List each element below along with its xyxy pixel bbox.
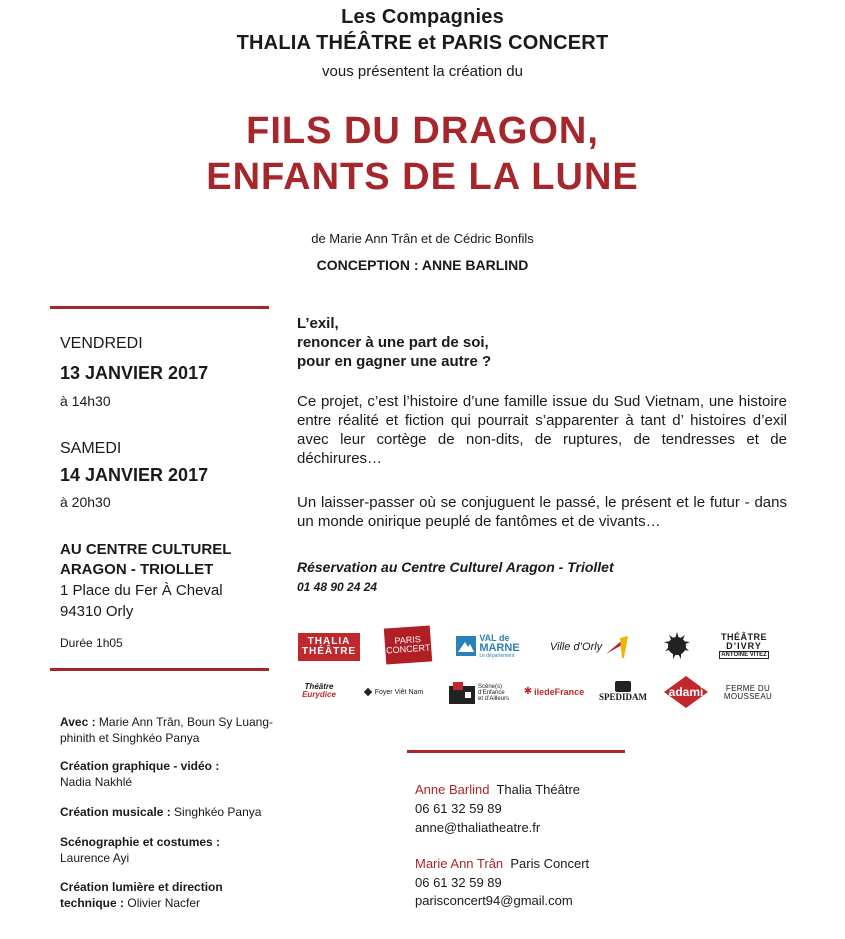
- authors-line: de Marie Ann Trân et de Cédric Bonfils: [311, 231, 534, 246]
- credit-music-label: Création musicale :: [60, 805, 171, 819]
- thalia-theatre-logo: [298, 633, 360, 661]
- theatre-ivry-line-1: THÉÂTRE: [721, 632, 767, 642]
- paris-concert-line-1: PARIS: [394, 634, 422, 646]
- ville-orly-swoosh-icon: [602, 634, 632, 660]
- eurydice-line-2: Eurydice: [302, 690, 336, 699]
- paragraph-1: Ce projet, c’est l’histoire d’une famille issue du Sud Vietnam, une histoire entre réalité et fiction qui pourrait s’apparenter à tant d’ histoires d’exil avec leur cortège de non-dits, de ruptures, de tendresses et de déchirures…: [297, 393, 787, 467]
- performance-1-date: 13 JANVIER 2017: [60, 363, 209, 383]
- paris-concert-line-2: CONCERT: [385, 642, 431, 656]
- ferme-mousseau-logo: [722, 682, 774, 704]
- tagline-line-3: pour en gagner une autre ?: [297, 353, 492, 370]
- scenes-enfance-logo: [446, 678, 512, 708]
- val-de-marne-line-1: VAL de: [479, 632, 510, 643]
- tagline: [297, 314, 491, 371]
- iledefrance-text: iledeFrance: [534, 686, 585, 697]
- venue-address-2: 94310 Orly: [60, 603, 134, 620]
- title-line-2: ENFANTS DE LA LUNE: [206, 156, 639, 198]
- contact-2-phone: 06 61 32 59 89: [415, 875, 502, 890]
- contacts-divider: [407, 750, 625, 753]
- tagline-line-2: renoncer à une part de soi,: [297, 334, 489, 351]
- thalia-logo-line-1: THALIA: [307, 636, 351, 647]
- credit-scenography-label: Scénographie et costumes :: [60, 835, 221, 849]
- credit-lighting: [60, 879, 290, 911]
- credit-music-value: Singhkéo Panya: [174, 805, 262, 819]
- performance-2-day: SAMEDI: [60, 440, 122, 457]
- theatre-eurydice-logo: [298, 680, 340, 702]
- contact-1-phone: 06 61 32 59 89: [415, 801, 502, 816]
- adami-text: adami: [668, 685, 704, 699]
- contact-1-heading: [415, 782, 580, 797]
- left-bottom-divider: [50, 668, 269, 671]
- spedidam-mark-icon: [615, 681, 631, 692]
- contact-2-company: Paris Concert: [510, 856, 590, 871]
- tagline-line-1: L’exil,: [297, 315, 339, 332]
- presenter-line-2: THALIA THÉÂTRE et PARIS CONCERT: [236, 32, 609, 54]
- credit-cast-label: Avec :: [60, 715, 96, 729]
- val-de-marne-line-3: Le département: [479, 652, 515, 659]
- theatre-ivry-line-2: D’IVRY: [726, 641, 762, 651]
- performance-2-date: 14 JANVIER 2017: [60, 465, 209, 485]
- paragraph-2: Un laisser-passer où se conjuguent le passé, le présent et le futur - dans un monde onirique peuplé de fantômes et de vivants…: [297, 494, 787, 530]
- spedidam-text: SPEDIDAM: [598, 691, 647, 702]
- adami-logo: [660, 674, 712, 710]
- ferme-mousseau-line-2: MOUSSEAU: [723, 692, 773, 701]
- performance-2-time: à 20h30: [60, 494, 111, 510]
- contact-2-email[interactable]: parisconcert94@gmail.com: [415, 893, 573, 908]
- credit-lighting-value: Olivier Nacfer: [127, 896, 201, 910]
- scenes-enfance-mark-icon: [449, 680, 475, 706]
- theatre-ivry-logo: [716, 630, 772, 662]
- presenter-line-1: Les Compagnies: [341, 6, 504, 28]
- paris-concert-logo: [384, 625, 432, 664]
- scenes-enfance-line-2: d’Enfance: [477, 690, 505, 696]
- credit-cast-value-1: Marie Ann Trân, Boun Sy Luang-: [98, 715, 274, 729]
- contact-1-name: Anne Barlind: [415, 782, 490, 797]
- contact-2-heading: [415, 856, 589, 871]
- ville-orly-text: Ville d’Orly: [549, 640, 603, 653]
- dragon-emblem-logo: [662, 630, 692, 662]
- val-de-marne-line-2: MARNE: [479, 641, 520, 654]
- performance-1-day: VENDREDI: [60, 335, 143, 352]
- val-de-marne-logo: [456, 630, 520, 662]
- venue-line-1: AU CENTRE CULTUREL: [60, 541, 232, 558]
- credit-graphics-label: Création graphique - vidéo :: [60, 759, 220, 773]
- left-top-divider: [50, 306, 269, 309]
- iledefrance-star-icon: ✱: [523, 686, 533, 697]
- scenes-enfance-line-3: et d’Ailleurs: [477, 696, 509, 702]
- venue-line-2: ARAGON - TRIOLLET: [60, 561, 214, 578]
- contact-1-company: Thalia Théâtre: [496, 782, 581, 797]
- contact-1-email[interactable]: anne@thaliatheatre.fr: [415, 820, 541, 835]
- presenter-line-3: vous présentent la création du: [322, 63, 523, 80]
- foyer-diamond-icon: [364, 688, 372, 696]
- credit-graphics: [60, 758, 290, 790]
- duration: Durée 1h05: [60, 636, 123, 650]
- eurydice-line-1: Théâtre: [304, 682, 334, 691]
- theatre-ivry-line-3: ANTOINE VITEZ: [721, 652, 767, 658]
- performance-1-time: à 14h30: [60, 393, 111, 409]
- thalia-logo-line-2: THÉÂTRE: [301, 646, 357, 657]
- venue-address-1: 1 Place du Fer À Cheval: [60, 582, 223, 599]
- credit-scenography-value: Laurence Ayi: [60, 851, 130, 865]
- dragon-emblem-icon: [663, 631, 691, 661]
- foyer-viet-nam-text: Foyer Viêt Nam: [374, 688, 424, 696]
- credit-graphics-value: Nadia Nakhlé: [60, 775, 133, 789]
- credit-cast: [60, 714, 290, 746]
- credit-lighting-label: Création lumière et direction: [60, 880, 223, 894]
- ferme-mousseau-line-1: FERME DU: [725, 684, 771, 693]
- spedidam-logo: [594, 676, 652, 706]
- credit-cast-value-2: phinith et Singhkéo Panya: [60, 731, 200, 745]
- credit-lighting-label-2: technique :: [60, 896, 125, 910]
- contact-2-name: Marie Ann Trân: [415, 856, 504, 871]
- credit-music: [60, 804, 290, 820]
- reservation-label: Réservation au Centre Culturel Aragon - Triollet: [297, 559, 614, 575]
- val-de-marne-mark-icon: [456, 636, 476, 656]
- iledefrance-logo: [523, 684, 585, 700]
- foyer-viet-nam-logo: [358, 684, 430, 700]
- scenes-enfance-line-1: Scène(s): [477, 684, 502, 690]
- credit-scenography: [60, 834, 290, 866]
- reservation-phone: 01 48 90 24 24: [297, 580, 378, 594]
- title-line-1: FILS DU DRAGON,: [246, 110, 599, 152]
- ville-orly-logo: [541, 634, 641, 660]
- conception-line: CONCEPTION : ANNE BARLIND: [316, 257, 529, 273]
